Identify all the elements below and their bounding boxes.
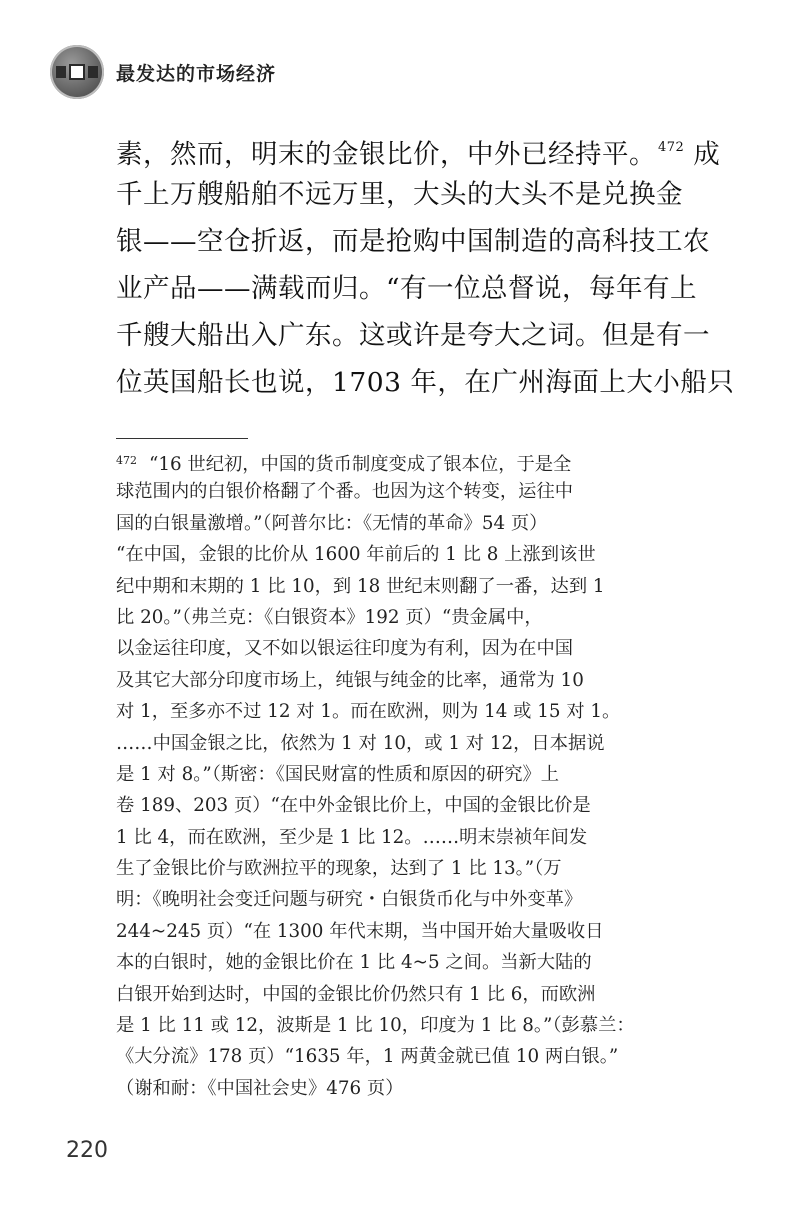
running-header — [50, 44, 276, 100]
coin-glyph-left — [56, 66, 66, 78]
page-number: 220 — [66, 1138, 108, 1163]
footnote-line: 比 20。”（弗兰克：《白银资本》192 页）“贵金属中， — [116, 606, 543, 628]
footnote-separator — [116, 438, 248, 439]
footnote-line: ……中国金银之比，依然为 1 对 10，或 1 对 12，日本据说 — [116, 732, 605, 754]
footnote — [116, 445, 676, 1104]
footnote-line: 卷 189、203 页）“在中外金银比价上，中国的金银比价是 — [116, 795, 591, 817]
footnote-line-content: “16 世纪初，中国的货币制度变成了银本位，于是全 — [149, 454, 572, 475]
main-text-line: 银——空仓折返，而是抢购中国制造的高科技工农 — [116, 226, 710, 257]
main-text-line-content: 素，然而，明末的金银比价，中外已经持平。 — [116, 139, 656, 170]
footnote-reference[interactable]: 472 — [658, 140, 685, 155]
footnote-line: 生了金银比价与欧洲拉平的现象，达到了 1 比 13。”（万 — [116, 858, 562, 880]
coin-glyph-right — [88, 66, 98, 78]
main-text-line — [116, 124, 721, 171]
main-text-line: 千上万艘船舶不远万里，大头的大头不是兑换金 — [116, 179, 683, 210]
footnote-number: 472 — [116, 454, 137, 467]
coin-icon — [50, 45, 104, 99]
main-text-line: 位英国船长也说，1703 年，在广州海面上大小船只 — [116, 367, 735, 398]
footnote-line: 《大分流》178 页）“1635 年，1 两黄金就已值 10 两白银。” — [116, 1046, 619, 1068]
main-text-line: 千艘大船出入广东。这或许是夸大之词。但是有一 — [116, 320, 710, 351]
footnote-line: 对 1，至多亦不过 12 对 1。而在欧洲，则为 14 或 15 对 1。 — [116, 701, 621, 723]
footnote-line: 国的白银量激增。”（阿普尔比：《无情的革命》54 页） — [116, 512, 548, 534]
footnote-line: 球范围内的白银价格翻了个番。也因为这个转变，运往中 — [116, 481, 574, 503]
footnote-line: 白银开始到达时，中国的金银比价仍然只有 1 比 6，而欧洲 — [116, 983, 596, 1005]
footnote-line: 及其它大部分印度市场上，纯银与纯金的比率，通常为 10 — [116, 669, 584, 691]
footnote-line: 是 1 比 11 或 12，波斯是 1 比 10，印度为 1 比 8。”（彭慕兰： — [116, 1015, 635, 1037]
coin-square-hole — [69, 64, 85, 80]
main-paragraph — [116, 124, 735, 406]
main-text-line-tail: 成 — [684, 139, 721, 170]
book-title: 最发达的市场经济 — [116, 62, 277, 85]
footnote-line: “在中国，金银的比价从 1600 年前后的 1 比 8 上涨到该世 — [116, 544, 596, 566]
footnote-line — [116, 445, 676, 476]
footnote-line: 244~245 页）“在 1300 年代末期，当中国开始大量吸收日 — [116, 920, 604, 942]
footnote-line: 以金运往印度，又不如以银运往印度为有利，因为在中国 — [116, 638, 574, 660]
footnote-line: 纪中期和末期的 1 比 10，到 18 世纪末则翻了一番，达到 1 — [116, 575, 605, 597]
main-text-line: 业产品——满载而归。“有一位总督说，每年有上 — [116, 273, 698, 304]
footnote-line: 本的白银时，她的金银比价在 1 比 4~5 之间。当新大陆的 — [116, 952, 592, 974]
footnote-line: （谢和耐：《中国社会史》476 页） — [116, 1077, 404, 1099]
footnote-line: 1 比 4，而在欧洲，至少是 1 比 12。……明末崇祯年间发 — [116, 826, 588, 848]
footnote-line: 明：《晚明社会变迁问题与研究・白银货币化与中外变革》 — [116, 889, 583, 911]
footnote-line: 是 1 对 8。”（斯密：《国民财富的性质和原因的研究》上 — [116, 763, 560, 785]
